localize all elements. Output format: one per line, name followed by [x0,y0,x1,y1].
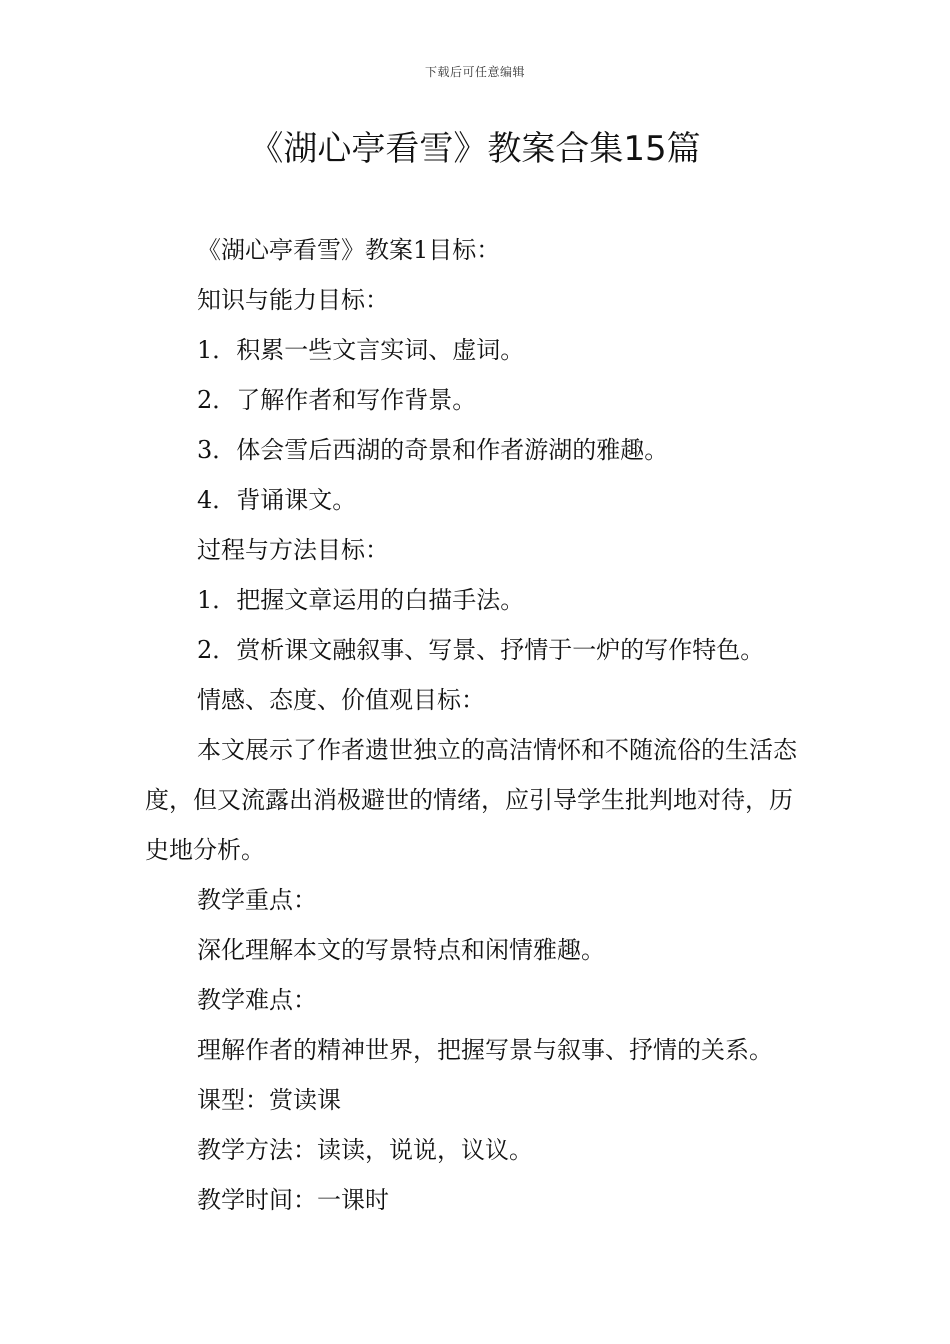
paragraph-lesson-type: 课型：赏读课 [197,1086,341,1114]
paragraph-teaching-time: 教学时间：一课时 [197,1186,389,1214]
paragraph-key-points: 深化理解本文的写景特点和闲情雅趣。 [197,936,605,964]
paragraph-goal-3: 3．体会雪后西湖的奇景和作者游湖的雅趣。 [197,436,669,464]
paragraph-lesson-heading: 《湖心亭看雪》教案1目标： [197,236,501,264]
paragraph-key-points-heading: 教学重点： [197,886,317,914]
header-note: 下载后可任意编辑 [424,65,525,79]
paragraph-difficulties-heading: 教学难点： [197,986,317,1014]
paragraph-goal-4: 4．背诵课文。 [197,486,357,514]
paragraph-difficulties: 理解作者的精神世界，把握写景与叙事、抒情的关系。 [197,1036,773,1064]
paragraph-goal-2: 2．了解作者和写作背景。 [197,386,477,414]
paragraph-knowledge-goals: 知识与能力目标： [197,286,389,314]
paragraph-goal-1: 1．积累一些文言实词、虚词。 [197,336,525,364]
document-body [145,225,815,1225]
paragraph-process-goal-1: 1．把握文章运用的白描手法。 [197,586,525,614]
paragraph-emotion-description: 本文展示了作者遗世独立的高洁情怀和不随流俗的生活态度，但又流露出消极避世的情绪，应引导学生批判地对待，历史地分析。 [145,736,797,864]
paragraph-teaching-method: 教学方法：读读，说说，议议。 [197,1136,533,1164]
document-title: 《湖心亭看雪》教案合集15篇 [249,129,701,169]
paragraph-process-goals: 过程与方法目标： [197,536,389,564]
paragraph-emotion-goals: 情感、态度、价值观目标： [197,686,485,714]
paragraph-process-goal-2: 2．赏析课文融叙事、写景、抒情于一炉的写作特色。 [197,636,765,664]
